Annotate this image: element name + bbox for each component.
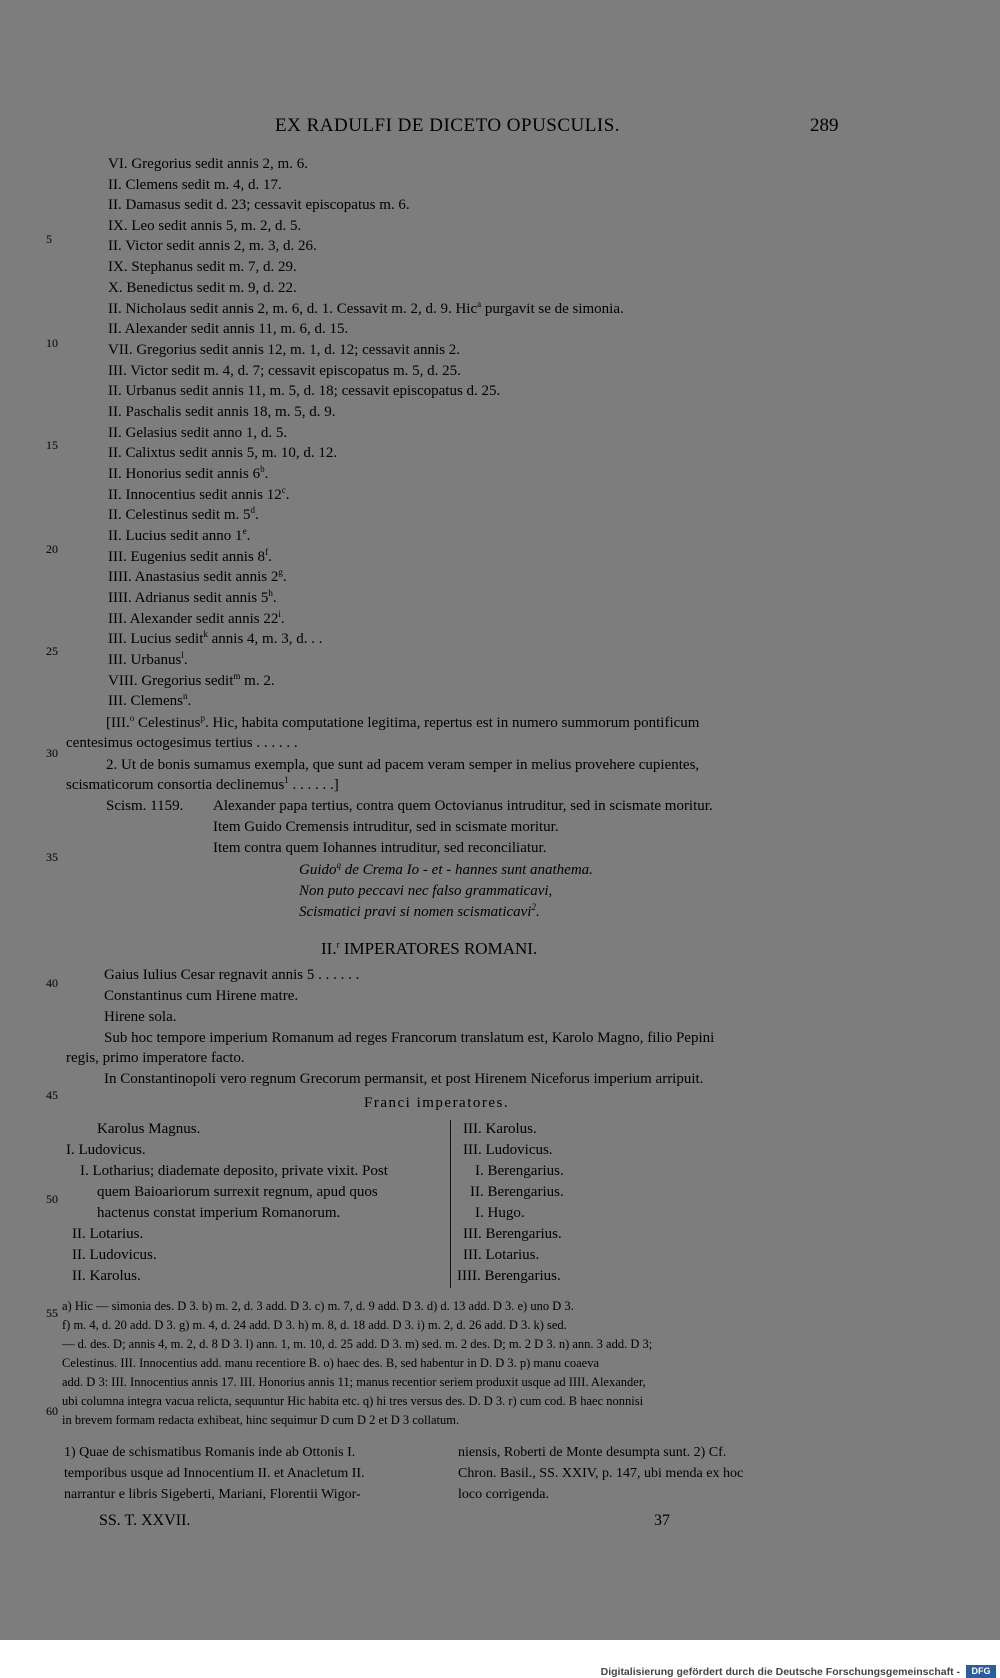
signature-mark: SS. T. XXVII. (99, 1512, 191, 1529)
emperors-line: Gaius Iulius Cesar regnavit annis 5 . . . . . . (104, 967, 360, 983)
pope-entry: III. Lucius sedit$^k$ annis 4, m. 3, d. . . (108, 629, 323, 647)
celestinus-paragraph: [III.$^o$ Celestinus$^p$. Hic, habita computatione legitima, repertus est in numero summorum pontificum (106, 713, 700, 731)
pope-entry: II. Celestinus sedit m. 5$^d$. (108, 505, 259, 523)
dfg-credit: Digitalisierung gefördert durch die Deutsche Forschungsgemeinschaft - (600, 1666, 960, 1678)
emperors-line: Constantinus cum Hirene matre. (104, 988, 299, 1004)
apparatus-note: ubi columna integra vacua relicta, sequuntur Hic habita etc. q) hi tres versus des. D. D 3. r) cum cod. B haec nonnisi (62, 1394, 644, 1408)
franci-right-item: III. Karolus. (463, 1121, 537, 1137)
franci-heading: Franci imperatores. (364, 1095, 510, 1111)
pope-entry: III. Alexander sedit annis 22$^i$. (108, 609, 285, 627)
line-number: 55 (46, 1306, 58, 1320)
footnote-line: 1) Quae de schismatibus Romanis inde ab Ottonis I. (64, 1445, 356, 1460)
section-title: II.$^r$ IMPERATORES ROMANI. (321, 939, 538, 958)
pope-entry: II. Nicholaus sedit annis 2, m. 6, d. 1. Cessavit m. 2, d. 9. Hic$^a$ purgavit se de simonia. (108, 299, 624, 317)
franci-left-item: Karolus Magnus. (97, 1121, 201, 1137)
apparatus-note: a) Hic — simonia des. D 3. b) m. 2, d. 3 add. D 3. c) m. 7, d. 9 add. D 3. d) d. 13 add. D 3. e) uno D 3. (62, 1299, 574, 1313)
footnote-mark: n (182, 691, 188, 701)
franci-right-item: I. Hugo. (475, 1205, 525, 1221)
franci-right-item: II. Berengarius. (470, 1184, 564, 1200)
footnote-line: niensis, Roberti de Monte desumpta sunt. 2) Cf. (458, 1445, 727, 1460)
pope-entry: II. Gelasius sedit anno 1, d. 5. (108, 425, 288, 441)
footnote-line: Chron. Basil., SS. XXIV, p. 147, ubi menda ex hoc (458, 1466, 744, 1481)
franci-left-item: II. Lotarius. (72, 1226, 144, 1242)
line-number: 5 (46, 232, 52, 246)
pope-entry: II. Paschalis sedit annis 18, m. 5, d. 9. (108, 404, 336, 420)
pope-entry: II. Honorius sedit annis 6$^b$. (108, 464, 269, 482)
footnote-mark: e (242, 526, 247, 536)
footnote-line: temporibus usque ad Innocentium II. et Anacletum II. (64, 1466, 365, 1481)
verse-line: Scismatici pravi si nomen scismaticavi$^2$. (299, 902, 540, 920)
line-number: 45 (46, 1088, 58, 1102)
apparatus-note: in brevem formam redacta exhibeat, hinc sequimur D cum D 2 et D 3 collatum. (62, 1413, 460, 1427)
pope-entry: II. Damasus sedit d. 23; cessavit episcopatus m. 6. (108, 197, 410, 213)
pope-entry: IX. Leo sedit annis 5, m. 2, d. 5. (108, 218, 302, 234)
pope-entry: II. Alexander sedit annis 11, m. 6, d. 15. (108, 321, 349, 337)
pope-entry: II. Victor sedit annis 2, m. 3, d. 26. (108, 238, 317, 254)
pope-entry: X. Benedictus sedit m. 9, d. 22. (108, 280, 297, 296)
footnote-line: loco corrigenda. (458, 1487, 549, 1502)
franci-right-item: I. Berengarius. (475, 1163, 564, 1179)
pope-entry: II. Lucius sedit anno 1e. (108, 526, 251, 544)
scism-line: Item Guido Cremensis intruditur, sed in scismate moritur. (213, 819, 559, 835)
footnote-mark: g (278, 567, 283, 577)
franci-left-item: II. Ludovicus. (72, 1247, 157, 1263)
pope-entry: III. Urbanus$^l$. (108, 650, 188, 668)
line-number: 25 (46, 644, 58, 658)
apparatus-note: f) m. 4, d. 20 add. D 3. g) m. 4, d. 24 add. D 3. h) m. 8, d. 18 add. D 3. i) m. 2, d. 26 add. D 3. k) sed. (62, 1318, 567, 1332)
pope-entry: III. Victor sedit m. 4, d. 7; cessavit episcopatus m. 5, d. 25. (108, 363, 461, 379)
franci-left-item: II. Karolus. (72, 1268, 141, 1284)
pope-entry: III. Clemens$^n$. (108, 691, 192, 709)
franci-left-item: quem Baioariorum surrexit regnum, apud quos (97, 1184, 378, 1200)
pope-entry: II. Urbanus sedit annis 11, m. 5, d. 18; cessavit episcopatus d. 25. (108, 383, 501, 399)
line-number: 30 (46, 746, 58, 760)
emperors-line: regis, primo imperatore facto. (66, 1050, 245, 1066)
line-number: 40 (46, 976, 58, 990)
footnote-mark: f (265, 547, 269, 557)
line-number: 15 (46, 438, 58, 452)
dfg-logo: DFG (966, 1665, 996, 1678)
footnote-mark: h (268, 588, 273, 598)
footnote-mark: d (250, 505, 255, 515)
franci-right-item: III. Ludovicus. (463, 1142, 553, 1158)
apparatus-note: add. D 3: III. Innocentius annis 17. III. Honorius annis 11; manus recentior seriem produxit usque ad IIII. Alexander, (62, 1375, 646, 1389)
scism-label: Scism. 1159. (106, 798, 184, 814)
pope-entry: VII. Gregorius sedit annis 12, m. 1, d. 12; cessavit annis 2. (108, 342, 461, 358)
pope-entry: VIII. Gregorius sedit$^m$ m. 2. (108, 671, 275, 689)
franci-right-item: IIII. Berengarius. (457, 1268, 561, 1284)
apparatus-note: Celestinus. III. Innocentius add. manu recentiore B. o) haec des. B, sed habentur in D. D 3. p) manu coaeva (62, 1356, 599, 1370)
footnote-line: narrantur e libris Sigeberti, Mariani, Florentii Wigor- (64, 1487, 361, 1502)
page-number: 289 (810, 115, 839, 136)
column-divider (450, 1120, 451, 1288)
footnote-mark: l (181, 650, 184, 660)
line-number: 60 (46, 1404, 58, 1418)
franci-left-item: I. Lotharius; diademate deposito, private vixit. Post (80, 1163, 388, 1179)
footnote-mark: m (233, 671, 241, 681)
celestinus-paragraph-cont: centesimus octogesimus tertius . . . . . . (66, 735, 298, 751)
pope-entry: III. Eugenius sedit annis 8$^f$. (108, 547, 272, 565)
pope-entry: IX. Stephanus sedit m. 7, d. 29. (108, 259, 297, 275)
pope-entry: IIII. Anastasius sedit annis 2$^g$. (108, 567, 287, 585)
verse-line: Guido$^q$ de Crema Io - et - hannes sunt anathema. (299, 860, 593, 878)
pope-entry: IIII. Adrianus sedit annis 5$^h$. (108, 588, 277, 606)
pope-entry: VI. Gregorius sedit annis 2, m. 6. (108, 156, 308, 172)
emperors-line: Sub hoc tempore imperium Romanum ad reges Francorum translatum est, Karolo Magno, filio Pepini (104, 1030, 715, 1046)
pope-entry: II. Innocentius sedit annis 12$^c$. (108, 485, 290, 503)
paragraph-2-cont: scismaticorum consortia declinemus$^1$ . . . . . .] (66, 775, 339, 793)
footnote-mark: i (278, 609, 281, 619)
franci-left-item: hactenus constat imperium Romanorum. (97, 1205, 341, 1221)
line-number: 20 (46, 542, 58, 556)
line-number: 10 (46, 336, 58, 350)
footnote-mark: c (281, 485, 286, 495)
emperors-line: In Constantinopoli vero regnum Grecorum permansit, et post Hirenem Niceforus imperium arripuit. (104, 1071, 704, 1087)
line-number: 35 (46, 850, 58, 864)
apparatus-note: — d. des. D; annis 4, m. 2, d. 8 D 3. l) ann. 1, m. 10, d. 25 add. D 3. m) sed. m. 2 des. D; m. 2 D 3. n) ann. 3 add. D 3; (62, 1337, 653, 1351)
emperors-line: Hirene sola. (104, 1009, 177, 1025)
line-number: 50 (46, 1192, 58, 1206)
running-title: EX RADULFI DE DICETO OPUSCULIS. (275, 115, 621, 136)
franci-right-item: III. Lotarius. (463, 1247, 540, 1263)
signature-number: 37 (654, 1512, 670, 1529)
franci-right-item: III. Berengarius. (463, 1226, 562, 1242)
paragraph-2: 2. Ut de bonis sumamus exempla, que sunt ad pacem veram semper in melius provehere cupientes, (106, 757, 700, 773)
verse-line: Non puto peccavi nec falso grammaticavi, (299, 883, 553, 899)
footnote-mark: a (477, 299, 482, 309)
footnote-mark: b (260, 464, 265, 474)
footnote-mark: k (203, 629, 208, 639)
running-header (0, 116, 1000, 142)
scism-line: Item contra quem Iohannes intruditur, sed reconciliatur. (213, 840, 547, 856)
franci-left-item: I. Ludovicus. (66, 1142, 146, 1158)
scism-line: Alexander papa tertius, contra quem Octovianus intruditur, sed in scismate moritur. (213, 798, 713, 814)
pope-entry: II. Clemens sedit m. 4, d. 17. (108, 177, 282, 193)
pope-entry: II. Calixtus sedit annis 5, m. 10, d. 12. (108, 445, 338, 461)
